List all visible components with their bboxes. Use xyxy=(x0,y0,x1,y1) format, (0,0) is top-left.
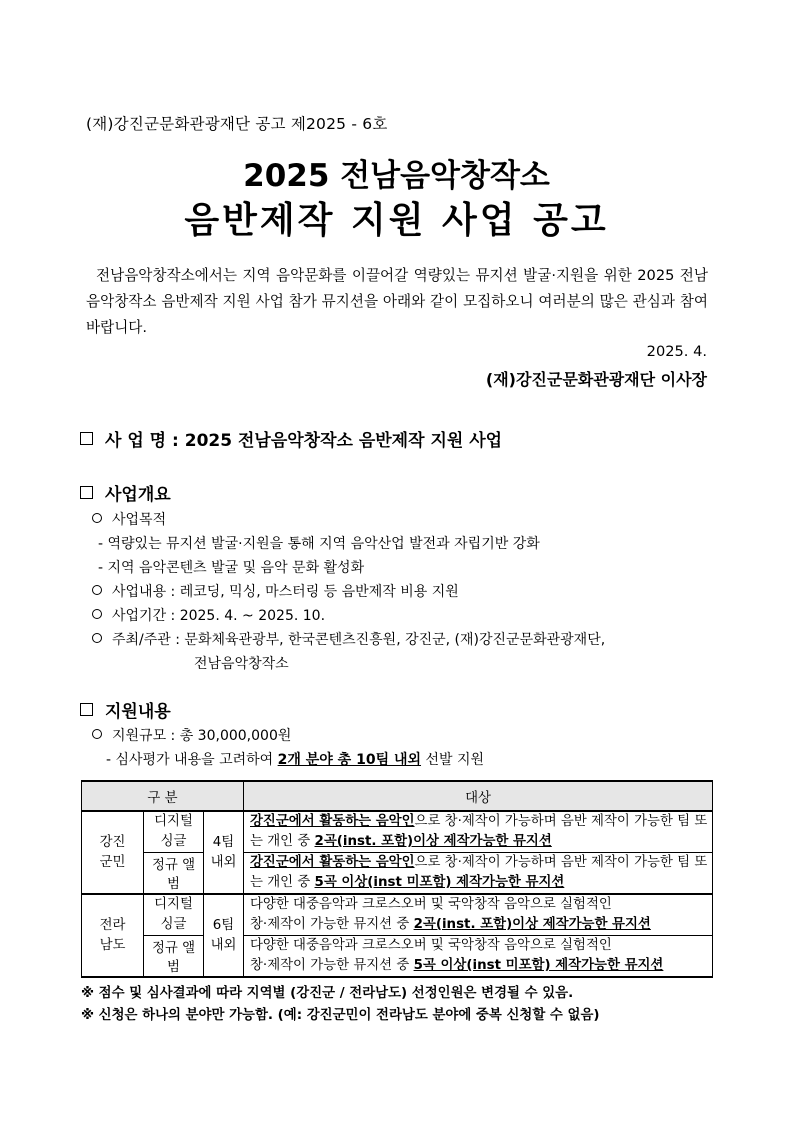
circle-bullet-icon xyxy=(92,513,102,523)
business-host-continued: 전남음악창작소 xyxy=(194,656,289,672)
table-header-row xyxy=(82,781,713,811)
section-overview-title: 사업개요 xyxy=(105,485,171,505)
table-row xyxy=(82,936,713,978)
selection-line xyxy=(106,748,484,772)
region-jeonnam: 전라 남도 xyxy=(82,894,144,977)
target-text: 으로 창·제작이 가능하며 음반 제작이 가능한 팀 또는 개인 중 xyxy=(250,814,708,849)
target-text: 창·제작이 가능한 뮤지션 중 xyxy=(250,917,414,932)
category-full-album: 정규 앨범 xyxy=(144,853,204,895)
title-line-1: 2025 전남음악창작소 xyxy=(243,158,550,194)
circle-bullet-icon xyxy=(92,609,102,619)
notice-date: 2025. 4. xyxy=(646,343,707,360)
business-content: 사업내용 : 레코딩, 믹싱, 마스터링 등 음반제작 비용 지원 xyxy=(112,584,459,600)
purpose-item: - 역량있는 뮤지션 발굴·지원을 통해 지역 음악산업 발전과 자립기반 강화 xyxy=(98,536,540,552)
section-business-name xyxy=(80,426,502,451)
team-count: 4팀 내외 xyxy=(204,811,244,894)
target-text: 창·제작이 가능한 뮤지션 중 xyxy=(250,958,414,973)
selection-count: 2개 분야 총 10팀 내외 xyxy=(277,752,422,768)
section-overview-heading xyxy=(80,480,171,505)
circle-bullet-icon xyxy=(92,729,102,739)
circle-bullet-icon xyxy=(92,633,102,643)
support-scale: 지원규모 : 총 30,000,000원 xyxy=(112,728,292,744)
business-period: 사업기간 : 2025. 4. ~ 2025. 10. xyxy=(112,608,326,624)
period-line xyxy=(92,604,325,628)
support-table xyxy=(81,780,713,978)
purpose-label: 사업목적 xyxy=(112,512,167,528)
team-count: 6팀 내외 xyxy=(204,894,244,977)
support-scale-line xyxy=(92,724,291,748)
target-description xyxy=(244,811,713,853)
target-highlight: 강진군에서 활동하는 음악인 xyxy=(250,855,415,870)
section-support-heading xyxy=(80,697,171,722)
square-bullet-icon xyxy=(80,486,93,499)
purpose-label-line xyxy=(92,508,166,532)
section-business-name-text: 사 업 명 : 2025 전남음악창작소 음반제작 지원 사업 xyxy=(105,431,503,451)
category-digital-single: 디지털 싱글 xyxy=(144,811,204,853)
category-full-album: 정규 앨범 xyxy=(144,936,204,978)
square-bullet-icon xyxy=(80,703,93,716)
section-support-title: 지원내용 xyxy=(105,702,171,722)
table-row xyxy=(82,894,713,936)
table-row xyxy=(82,853,713,895)
target-text: 다양한 대중음악과 크로스오버 및 국악창작 음악으로 실험적인 xyxy=(250,938,612,953)
target-description xyxy=(244,894,713,936)
target-text: 다양한 대중음악과 크로스오버 및 국악창작 음악으로 실험적인 xyxy=(250,897,612,912)
target-requirement: 2곡(inst. 포함)이상 제작가능한 뮤지션 xyxy=(413,917,651,932)
header-category: 구 분 xyxy=(82,781,244,811)
target-requirement: 2곡(inst. 포함)이상 제작가능한 뮤지션 xyxy=(314,834,552,849)
selection-pre: - 심사평가 내용을 고려하여 xyxy=(106,752,278,768)
business-host: 주최/주관 : 문화체육관광부, 한국콘텐츠진흥원, 강진군, (재)강진군문화관광재단, xyxy=(112,632,606,648)
signer: (재)강진군문화관광재단 이사장 xyxy=(485,370,707,389)
target-highlight: 강진군에서 활동하는 음악인 xyxy=(250,814,415,829)
table-row xyxy=(82,811,713,853)
target-description xyxy=(244,936,713,978)
intro-paragraph: 전남음악창작소에서는 지역 음악문화를 이끌어갈 역량있는 뮤지션 발굴·지원을 위한 2025 전남음악창작소 음반제작 지원 사업 참가 뮤지션을 아래와 같이 모집하오니 여러분의 많은 관심과 참여바랍니다. xyxy=(86,267,708,336)
target-requirement: 5곡 이상(inst 미포함) 제작가능한 뮤지션 xyxy=(413,958,664,973)
notice-number: (재)강진군문화관광재단 공고 제2025 - 6호 xyxy=(86,115,388,133)
category-digital-single: 디지털 싱글 xyxy=(144,894,204,936)
target-description xyxy=(244,853,713,895)
target-text: 으로 창·제작이 가능하며 음반 제작이 가능한 팀 또는 개인 중 xyxy=(250,855,708,890)
circle-bullet-icon xyxy=(92,585,102,595)
host-line xyxy=(92,628,605,652)
region-gangjin: 강진 군민 xyxy=(82,811,144,894)
target-requirement: 5곡 이상(inst 미포함) 제작가능한 뮤지션 xyxy=(314,875,565,890)
content-line xyxy=(92,580,459,604)
square-bullet-icon xyxy=(80,432,93,445)
footnote: ※ 신청은 하나의 분야만 가능함. (예: 강진군민이 전라남도 분야에 중복 신청할 수 없음) xyxy=(81,1008,600,1023)
purpose-item: - 지역 음악콘텐츠 발굴 및 음악 문화 활성화 xyxy=(98,560,365,576)
footnote: ※ 점수 및 심사결과에 따라 지역별 (강진군 / 전라남도) 선정인원은 변경될 수 있음. xyxy=(81,986,574,1001)
title-line-2: 음반제작 지원 사업 공고 xyxy=(184,200,609,241)
selection-post: 선발 지원 xyxy=(421,752,485,768)
header-target: 대상 xyxy=(244,781,713,811)
